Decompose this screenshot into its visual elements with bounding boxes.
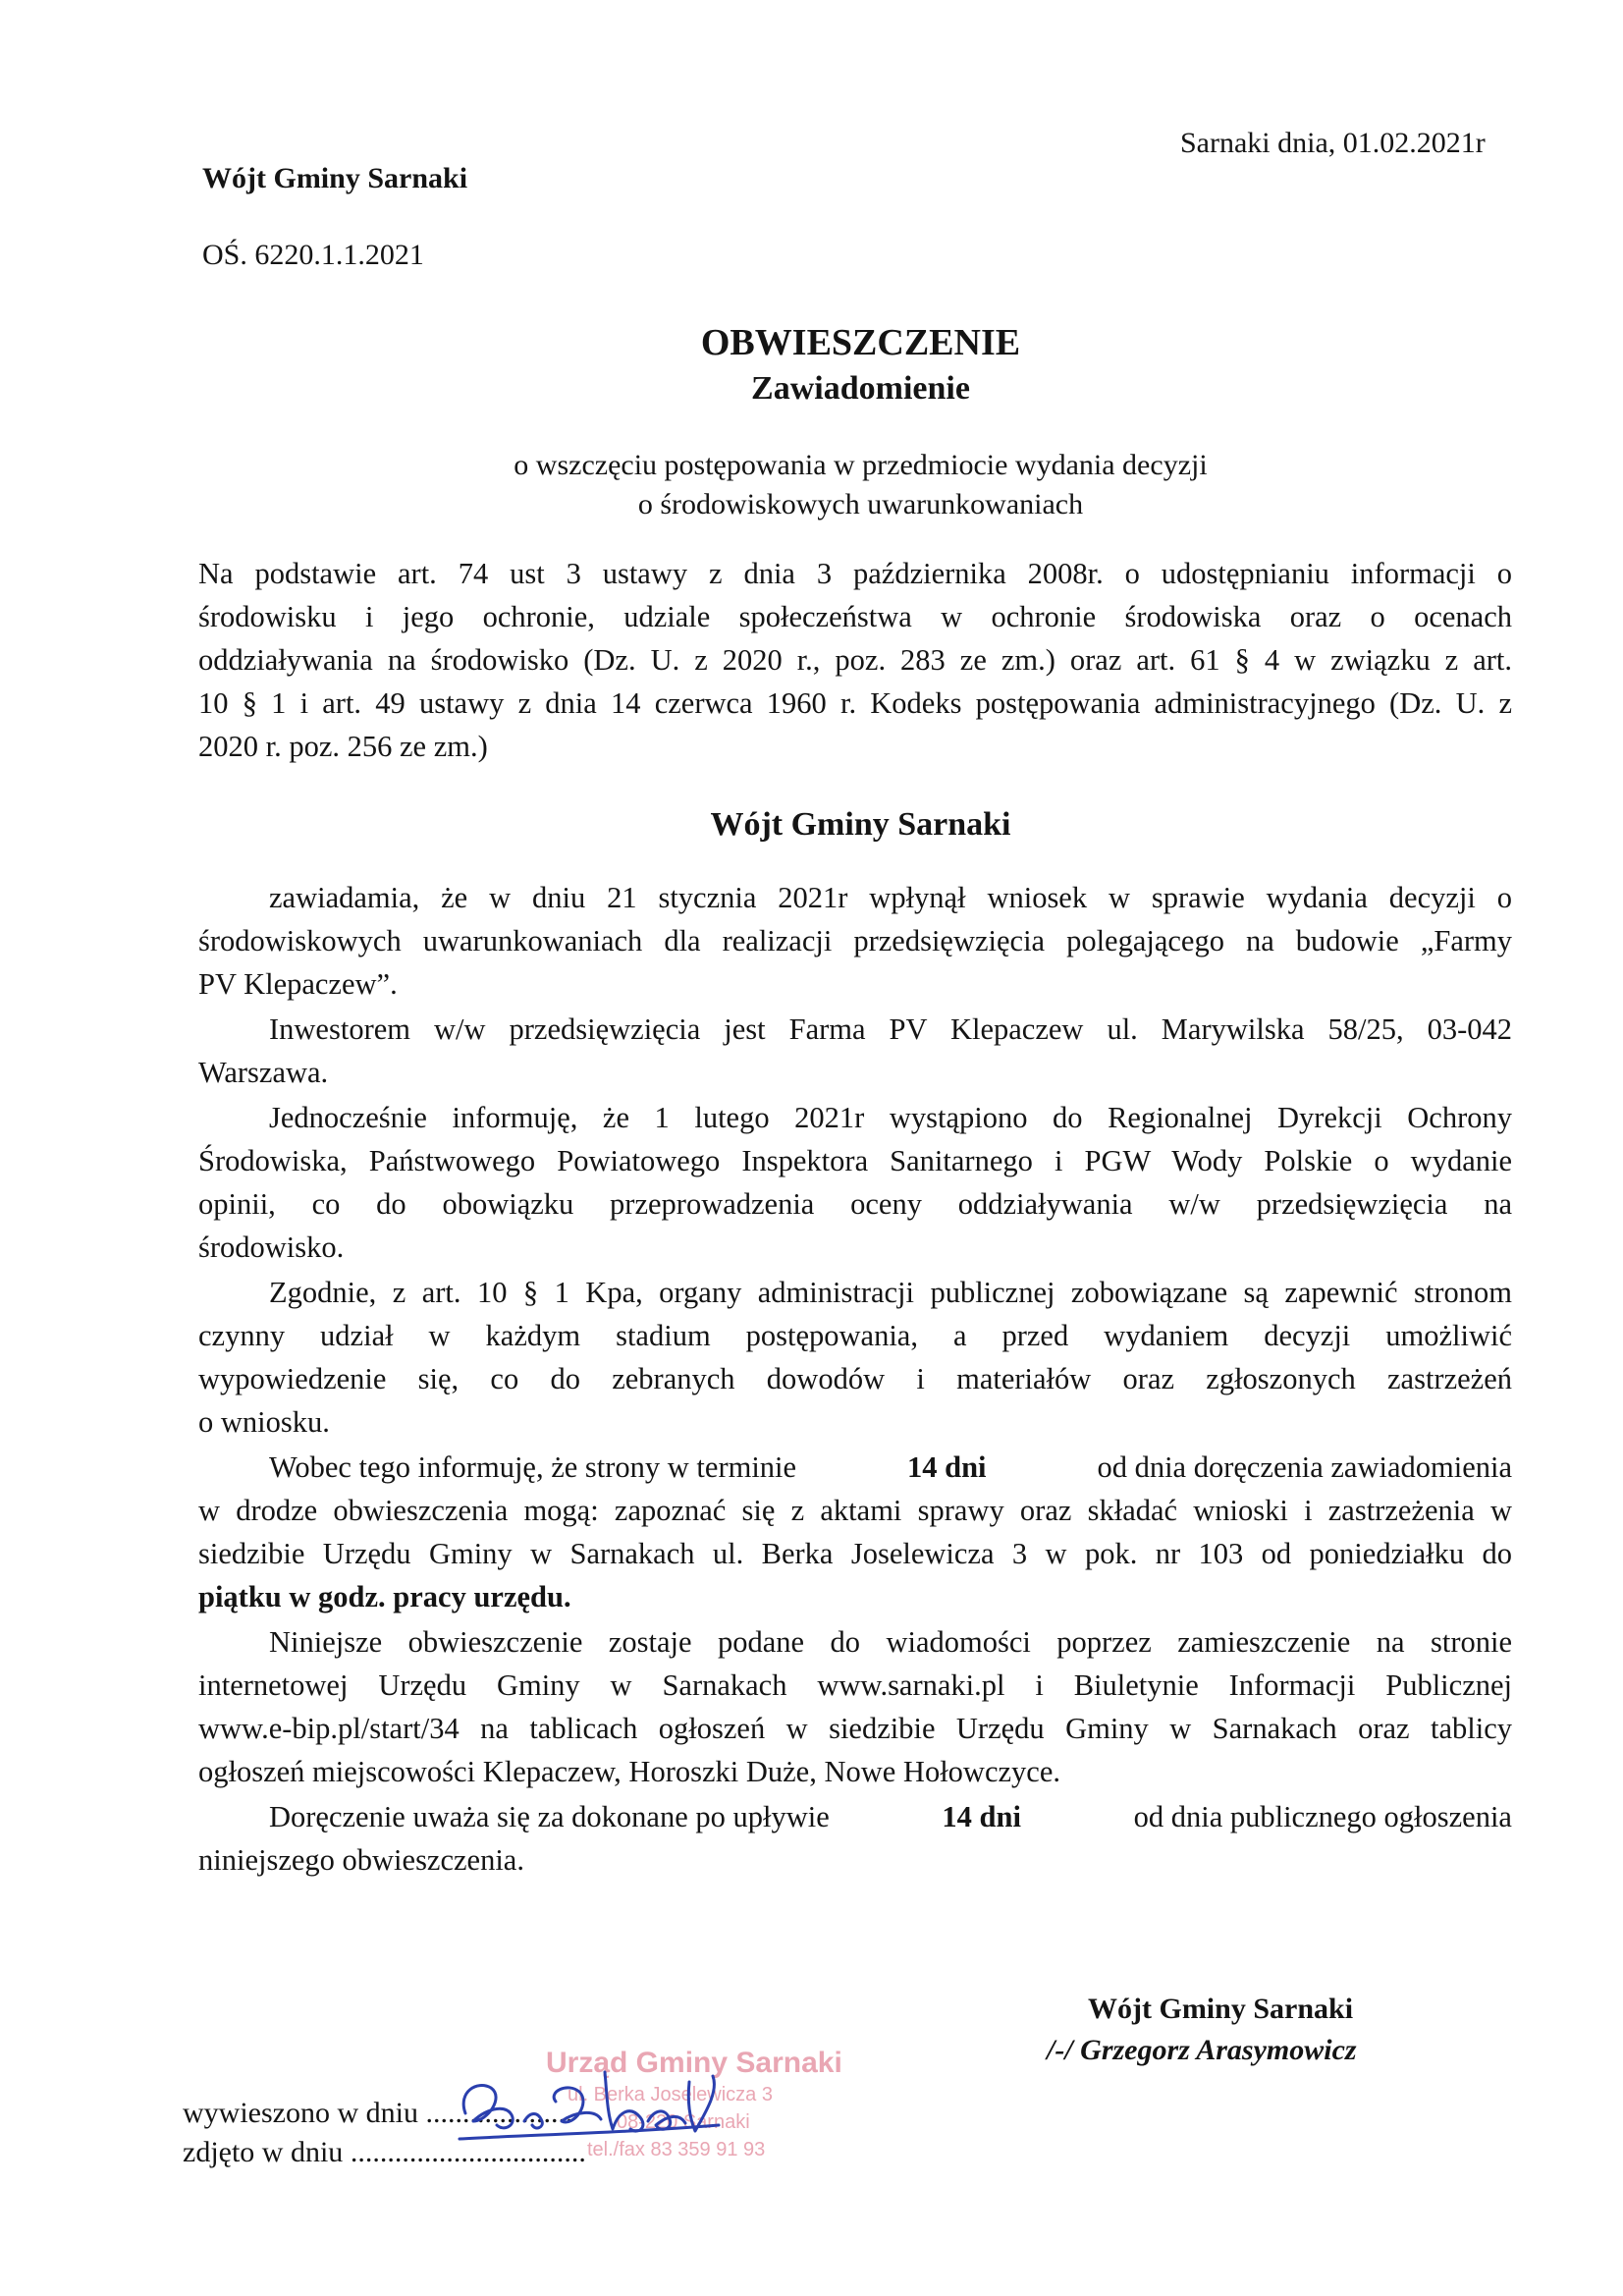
paragraph-line: czynny udział w każdym stadium postępowania, a przed wydaniem decyzji umożliwić [198, 1319, 1512, 1352]
deadline-emphasis: 14 dni [942, 1800, 1021, 1833]
paragraph-line: środowiskowych uwarunkowaniach dla realizacji przedsięwzięcia polegającego na budowie „Farmy [198, 924, 1512, 957]
document-date: Sarnaki dnia, 01.02.2021r [1180, 127, 1486, 159]
paragraph-text: Doręczenie uważa się za dokonane po upływie [269, 1800, 830, 1833]
paragraph-line: w drodze obwieszczenia mogą: zapoznać się z aktami sprawy oraz składać wnioski i zastrzeżenia w [198, 1494, 1512, 1527]
paragraph-text: Wobec tego informuję, że strony w terminie [269, 1450, 797, 1484]
document-title: OBWIESZCZENIE [700, 322, 1021, 363]
removed-label: zdjęto w dniu [183, 2136, 344, 2168]
legal-basis-line: Na podstawie art. 74 ust 3 ustawy z dnia 3 października 2008r. o udostępnianiu informacji o [198, 557, 1512, 590]
paragraph-line: ogłoszeń miejscowości Klepaczew, Horoszki Duże, Nowe Hołowczyce. [198, 1755, 1060, 1788]
authority-center-heading: Wójt Gminy Sarnaki [710, 806, 1011, 843]
reference-number: OŚ. 6220.1.1.2021 [202, 239, 424, 271]
paragraph-line: wypowiedzenie się, co do zebranych dowodów i materiałów oraz zgłoszonych zastrzeżeń [198, 1362, 1512, 1395]
document-subtitle: Zawiadomienie [751, 370, 970, 407]
subject-line-2: o środowiskowych uwarunkowaniach [637, 488, 1084, 520]
paragraph-line: Warszawa. [198, 1056, 329, 1089]
handwritten-signature [448, 2052, 732, 2160]
paragraph-line: PV Klepaczew”. [198, 967, 398, 1001]
subject-line-1: o wszczęciu postępowania w przedmiocie wydania decyzji [514, 449, 1208, 481]
posted-dots: .................... [425, 2097, 573, 2129]
stamp-line: ul. Berka Joselewicza 3 [568, 2084, 773, 2105]
stamp-line: Urząd Gminy Sarnaki [546, 2047, 842, 2079]
paragraph-line: zawiadamia, że w dniu 21 stycznia 2021r wpłynął wniosek w sprawie wydania decyzji o [269, 881, 1512, 914]
removed-dots: ................................ [350, 2136, 586, 2168]
stamp-line: 08-220 Sarnaki [617, 2111, 750, 2133]
paragraph-line [269, 1795, 1512, 1838]
paragraph-line: siedzibie Urzędu Gminy w Sarnakach ul. Berka Joselewicza 3 w pok. nr 103 od poniedziałku do [198, 1537, 1512, 1570]
paragraph-line: piątku w godz. pracy urzędu. [198, 1580, 571, 1613]
paragraph-line: internetowej Urzędu Gminy w Sarnakach www.sarnaki.pl i Biuletynie Informacji Publicznej [198, 1668, 1512, 1702]
paragraph-line: Niniejsze obwieszczenie zostaje podane do wiadomości poprzez zamieszczenie na stronie [269, 1625, 1512, 1659]
paragraph-line: Inwestorem w/w przedsięwzięcia jest Farma PV Klepaczew ul. Marywilska 58/25, 03-042 [269, 1012, 1512, 1046]
signature-name: /-/ Grzegorz Arasymowicz [1047, 2034, 1357, 2066]
paragraph-text: od dnia publicznego ogłoszenia [1133, 1800, 1512, 1833]
paragraph-line: środowisko. [198, 1230, 345, 1264]
paragraph-text: od dnia doręczenia zawiadomienia [1097, 1450, 1512, 1484]
legal-basis-line: środowisku i jego ochronie, udziale społeczeństwa w ochronie środowiska oraz o ocenach [198, 600, 1512, 633]
paragraph-line: niniejszego obwieszczenia. [198, 1843, 524, 1877]
paragraph-line [269, 1446, 1512, 1489]
paragraph-line: Zgodnie, z art. 10 § 1 Kpa, organy administracji publicznej zobowiązane są zapewnić stronom [269, 1276, 1512, 1309]
deadline-emphasis: 14 dni [906, 1450, 987, 1484]
paragraph-line: www.e-bip.pl/start/34 na tablicach ogłoszeń w siedzibie Urzędu Gminy w Sarnakach oraz tablicy [198, 1712, 1512, 1745]
legal-basis-line: 2020 r. poz. 256 ze zm.) [198, 730, 488, 763]
paragraph-line: Jednocześnie informuję, że 1 lutego 2021r wystąpiono do Regionalnej Dyrekcji Ochrony [269, 1101, 1512, 1134]
stamp-line: tel./fax 83 359 91 93 [587, 2139, 766, 2160]
posted-label: wywieszono w dniu [183, 2097, 418, 2129]
legal-basis-line: oddziaływania na środowisko (Dz. U. z 2020 r., poz. 283 ze zm.) oraz art. 61 § 4 w związku z art. [198, 643, 1512, 677]
legal-basis-line: 10 § 1 i art. 49 ustawy z dnia 14 czerwca 1960 r. Kodeks postępowania administracyjnego (Dz. U. z [198, 686, 1512, 720]
signature-title: Wójt Gminy Sarnaki [1088, 1993, 1354, 2025]
paragraph-line: o wniosku. [198, 1405, 330, 1439]
paragraph-line: opinii, co do obowiązku przeprowadzenia oceny oddziaływania w/w przedsięwzięcia na [198, 1187, 1512, 1221]
paragraph-line: Środowiska, Państwowego Powiatowego Inspektora Sanitarnego i PGW Wody Polskie o wydanie [198, 1144, 1512, 1177]
issuer-heading: Wójt Gminy Sarnaki [202, 162, 468, 194]
